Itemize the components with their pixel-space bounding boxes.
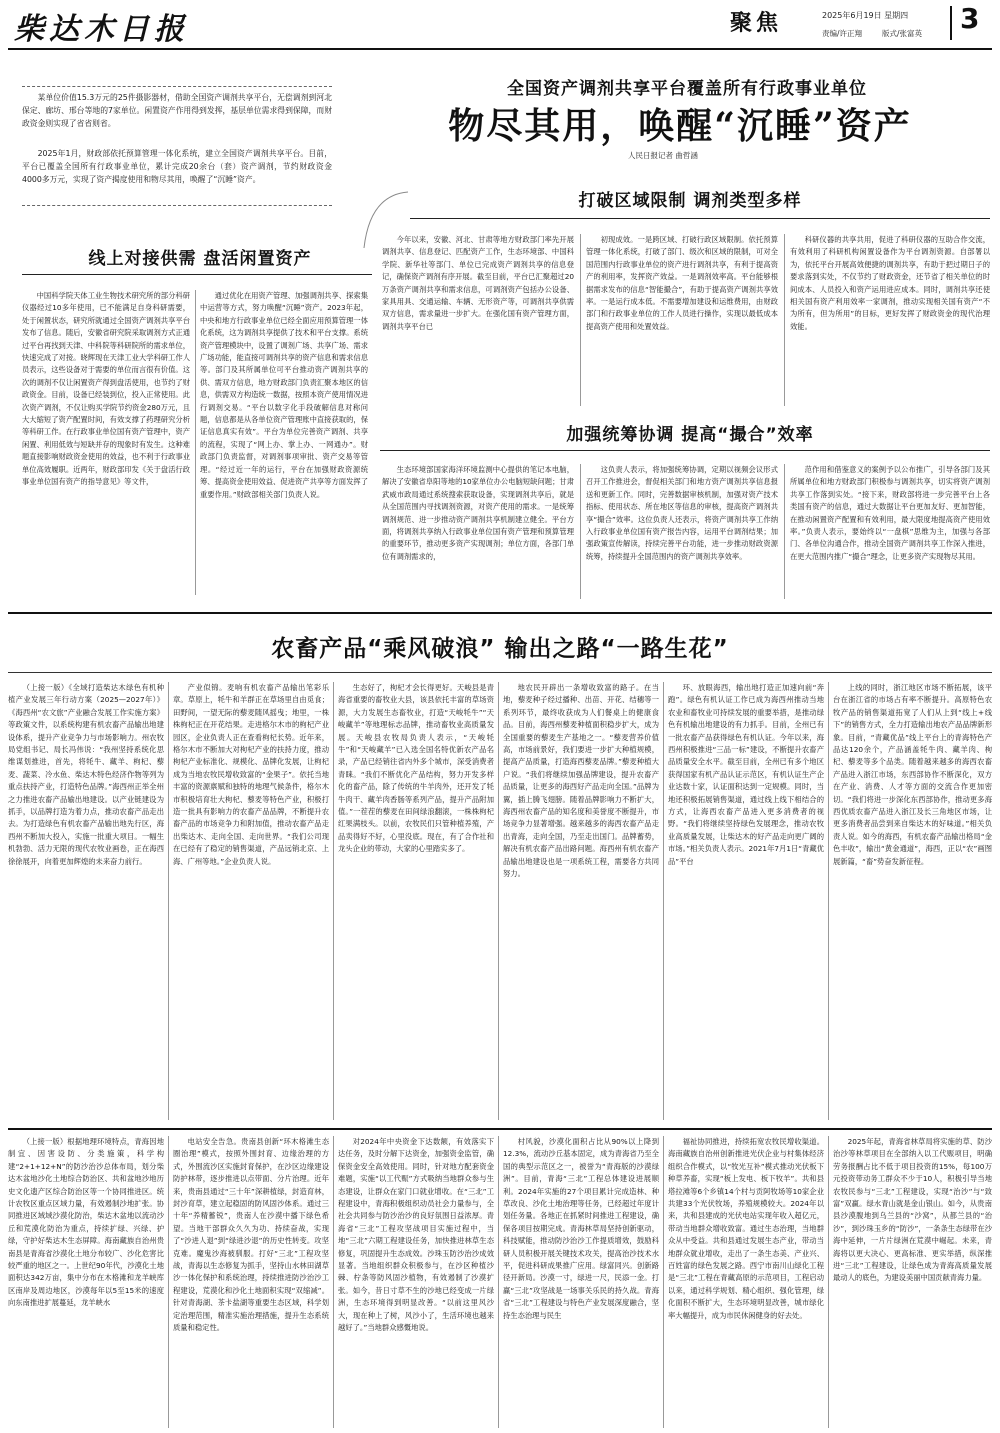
section-1-title: 线上对接供需 盘活闲置资产 bbox=[88, 249, 312, 269]
lead-headline: 物尽其用，唤醒“沉睡”资产 bbox=[448, 105, 912, 147]
page-number: 3 bbox=[960, 2, 980, 35]
third-story-column-6: 2025年起，青海省林草局将实施的草、防沙治沙等林草项目在全部纳入以工代赈项目，明确劳务报酬占比不低于项目投资的15%，每100万元投资带动务工群众不少于10人，积极引导当地农牧民参与“三北”工程建设，实现“治沙”与“致富”双赢。绿水青山就是金山银山。如今，从贵南县沙漠腹地到乌兰县的“沙窝”，从都兰县的“治沙”，到沙珠玉乡的“防沙”，一条条生态绿带在沙海中延伸，一片片绿洲在荒漠中崛起。未来，青海将以更大决心、更高标准、更实举措，纵深推进“三北”工程建设，让绿色成为青海高质量发展最动人的底色，为建设美丽中国贡献青海力量。 bbox=[833, 1137, 992, 1283]
column-divider bbox=[195, 290, 196, 595]
section-2-column-1: 今年以来，安徽、河北、甘肃等地方财政部门率先开展调剂共享、信息登记、匹配资产工作，生态环境部、中国科学院、新华社等部门、单位已完成资产调剂共享的信息登记，确保资产调剂有序开展。截至目前，平台已汇聚超过20万条资产调剂共享和需求信息，可调剂资产包括办公设备、家具用具、交通运输、车辆、无形资产等，可调剂共享供需双方信息，需求量进一步扩大。在强化国有资产管理方面，调剂共享平台已 bbox=[382, 235, 574, 331]
second-story-headline: 农畜产品“乘风破浪” 输出之路“一路生花” bbox=[271, 636, 729, 662]
second-story-rule bbox=[8, 672, 992, 673]
second-story-column-5: 环、放眼海西，输出地打造正加速向前“奔跑”。绿色有机认证工作已成为海西州推动当地农业和畜牧业可持续发展的重要举措，是推动绿色有机输出地建设的有力抓手。目前，全州已有一批农畜产品获得绿色有机认证。今年以来，海西州积极推进“三品一标”建设，不断提升农畜产品质量安全水平。截至目前，全州已有多个地区获得国家有机产品认证示范区，有机认证生产企业达数十家，认证面积达到一定规模。同时，当地还积极拓展销售渠道，通过线上线下相结合的方式，让海西农畜产品进入更多消费者的视野。“我们将继续坚持绿色发展理念，推动农牧业高质量发展，让柴达木的好产品走向更广阔的市场。”相关负责人表示。2021年7月1日“青藏优品”平台 bbox=[668, 683, 824, 866]
section-label: 聚焦 bbox=[730, 11, 783, 36]
section-1-column-1: 中国科学院天体工业生物技术研究所的部分科研仪器经过10多年使用，已不能满足自身科研需要，处于闲置状态，研究所就通过全国资产调剂共享平台发布了信息。随后，安徽省研究院采取调剂方式正通过平台再找到天津、中科院等科研院所的需求单位，快速完成了对接。晓辉现在天津工业大学科研工作人员表示，这些设备对于需要的单位而言很有价值。这次的调剂不仅让闲置资产得到盘活使用，也节约了财政资金。目前，设备已经装到位，投入正常使用。此次资产调剂，不仅让购买学院节约资金280万元，且大大缩短了资产配置时间，有效支撑了药理研究分析等科研工作。在行政事业单位国有资产管理中，资产闲置、利用低效与短缺并存的现象时有发生。这种难题直接影响财政资金使用的效益，也不利于行政事业单位高效履职。近两年，财政部印发《关于盘活行政事业单位国有资产的指导意见》等文件， bbox=[22, 291, 190, 487]
column-divider bbox=[828, 682, 829, 1120]
column-divider bbox=[580, 464, 581, 599]
masthead-divider bbox=[950, 6, 952, 40]
second-story-column-3: 生态好了，枸杞才会长得更好。天峻县是青海省重要的畜牧业大县，该县依托丰富的草场资源，大力发展生态畜牧业，打造“天峻牦牛”“天峻藏羊”等地理标志品牌，推动畜牧业高质量发展。天峻县农牧局负责人表示，“天峻牦牛”和“天峻藏羊”已入选全国名特优新农产品名录，产品已经销往省内外多个城市，深受消费者青睐。“我们不断优化产品结构，努力开发多样化的畜产品，除了传统的牛羊肉外，还开发了牦牛肉干、藏羊肉香肠等系列产品，提升产品附加值。”一茬茬的藜麦在田间绿浪翻滚，一株株枸杞红果满枝头。以前，农牧民们只管种植养殖，产品卖得好不好，心里没底。现在，有了合作社和龙头企业的带动，大家的心里踏实多了。 bbox=[338, 683, 494, 854]
column-divider bbox=[784, 464, 785, 599]
section-2-rule bbox=[410, 218, 990, 219]
second-story-column-1: （上接一版）《全域打造柴达木绿色有机种植产业发展三年行动方案（2025—2027年）》《海西州“农文旅”产业融合发展工作实施方案》等政策文件，以系统构建有机农畜产品输出地建设体系，提升产业竞争力与市场影响力。州农牧局党组书记、局长冯伟说：“我州坚持系统化思维谋划推进，首先，将牦牛、藏羊、枸杞、藜麦、蔬菜、冷水鱼、柴达木特色经济作物等列为重点扶持产业，打造特色品牌。”海西州正举全州之力推进农畜产品输出地建设。以产业链建设为抓手，以品牌打造为着力点，推动农畜产品走出去。为打造绿色有机农畜产品输出地先行区，海西州不断加大投入，实施一批重大项目。一幅生机勃勃、活力无限的现代农牧业画卷，正在海西徐徐展开，向着更加辉煌的未来奋力前行。 bbox=[8, 683, 164, 866]
third-story-column-3: 对2024年中央资金下达数额，有效落实下达任务，及时分解下达资金，加强资金监管，确保资金安全高效使用。同时，针对地方配套资金难题，实施“以工代赈”方式吸纳当地群众参与生态建设，让群众在家门口就业增收。在“三北”工程建设中，青海积极组织动员社会力量参与，全社会共同参与防沙治沙的良好氛围日益浓厚。青海省“三北”工程攻坚战项目实施过程中，当地“三北”六期工程建设任务，加快推进林草生态修复，巩固提升生态成效。沙珠玉防沙治沙成效显著。当地组织群众积极参与，在沙区种植沙棘、柠条等防风固沙植物，有效遏制了沙漠扩张。如今，昔日寸草不生的沙地已经变成一片绿洲，生态环境得到明显改善。“以前这里风沙大，现在种上了树，风沙小了，生活环境也越来越好了。”当地群众感慨地说。 bbox=[338, 1137, 494, 1333]
masthead-rule bbox=[8, 48, 992, 50]
column-divider bbox=[663, 1136, 664, 1428]
story-divider bbox=[8, 1128, 992, 1130]
section-1-rule bbox=[22, 274, 372, 275]
issue-date: 2025年6月19日 星期四 bbox=[822, 11, 909, 20]
section-3-column-1: 生态环境部国家海洋环境监测中心提供的笔记本电脑，解决了安徽省阜阳等地的10家单位办公电脑短缺问题；甘肃武威市政局通过系统搜索获取设备，实现调剂共享后，就是从全国范围内寻找调剂资源，对资产使用的需求。一是统筹调剂规范、进一步推动资产调剂共享机制建立健全。平台方面，将调剂共享纳入行政事业单位国有资产管理和预算管理的重要环节，推动更多资产实现调剂；单位方面，各部门单位有调剂需求的， bbox=[382, 465, 574, 561]
section-3-column-2: 这负责人表示，将加强统筹协调，定期以视频会议形式召开工作推进会，督促相关部门和地方资产调剂共享信息报送和更新工作。同时，完善数据审核机制，加强对资产技术指标、使用状态、所在地区等信息的审核，提高资产调剂共享“撮合”效率。这位负责人还表示，将资产调剂共享工作纳入行政事业单位国有资产报告内容，运用平台调剂结果；加强政策宣传解读，持续完善平台功能，进一步推动财政资源统筹，持续提升全国范围内的资产调剂共享效率。 bbox=[586, 465, 778, 561]
section-2-title: 打破区域限制 调剂类型多样 bbox=[578, 191, 802, 211]
designer-credit: 版式/张富英 bbox=[882, 29, 923, 38]
editor-credit: 责编/许正翔 bbox=[822, 29, 863, 38]
lead-summary-box bbox=[22, 86, 332, 206]
lead-summary-para-2: 2025年1月，财政部依托预算管理一体化系统，建立全国资产调剂共享平台。目前，平台已覆盖全国所有行政事业单位，累计完成20余台（套）资产调剂，节约财政资金4000多万元，实现了资产揭度使用和物尽其用，唤醒了“沉睡”资产。 bbox=[22, 149, 332, 184]
column-divider bbox=[580, 234, 581, 406]
section-1-column-2: 通过优化在用资产管理、加强调剂共享、探索集中运营等方式，努力唤醒“沉睡”资产。2023年起，中央和地方行政事业单位已经全面应用预算管理一体化系统，这为调剂共享提供了技术和平台支撑。系统资产管理模块中，设置了调剂广场、共享广场、需求广场功能，能直接可调剂共享的资产信息和需求信息等。部门及其所属单位可平台推动资产调剂共享的供、需双方信息，地方财政部门负责汇聚本地区的信息，供需双方构造统一数据，按照本资产使用情况进行调剂交易。“平台以数字化手段破解信息对称问题，信息都是从各单位资产管理账中直接获取的，保证信息真实有效”。平台为单位完善资产调剂、共享的流程，实现了“网上办、掌上办、一网通办”。财政部门负责监督，对调剂事项审批、资产交易等管理。“经过近一年的运行，平台在加强财政资源统筹、提高资金使用效益、促进资产共享等方面发挥了重要作用。”财政部相关部门负责人说。 bbox=[200, 291, 368, 499]
paper-name-logo: 柴达木日报 bbox=[14, 12, 189, 47]
section-2-column-2: 初现成效。一是跨区域、打破行政区域限制。依托预算管理一体化系统，打破了部门、级次和区域的限制，可对全国范围内行政事业单位的资产进行调剂共享，有利于提高资产的利用率，发挥资产效益。一是调剂效率高。平台能够根据需求发布的信息“智能撮合”，有助于提高资产调剂共享效率。一是运行成本低。不需要增加建设和运维费用，由财政部门和行政事业单位的工作人员进行操作，实现以最低成本提高资产使用和处置效益。 bbox=[586, 235, 778, 331]
section-3-title: 加强统筹协调 提高“撮合”效率 bbox=[566, 425, 814, 445]
story-divider bbox=[8, 612, 992, 614]
masthead bbox=[0, 0, 1000, 50]
lead-byline: 人民日报记者 曲哲涵 bbox=[628, 151, 698, 160]
second-story-column-6: 上线的同时，浙江地区市场不断拓展，该平台在浙江省的市场占有率不断提升。高原特色农牧产品的销售渠道拓宽了人们从上到“线上+线下”的销售方式，全力打造输出地农产品品牌新形象。目前，“青藏优品”线上平台上的青海特色产品达120余个，产品涵盖牦牛肉、藏羊肉、枸杞、藜麦等多个品类。随着越来越多的海西农畜产品进入浙江市场，东西部协作不断深化，双方在产业、消费、人才等方面的交流合作更加密切。“我们将进一步深化东西部协作，推动更多海西优质农畜产品进入浙江及长三角地区市场，让更多消费者品尝到来自柴达木的好味道。”相关负责人说。如今的海西，有机农畜产品输出格局“金色丰收”，输出“黄金通道”，海西，正以“农”画图展新篇，“畜”势奋发新征程。 bbox=[833, 683, 992, 866]
section-2-column-3: 科研仪器的共享共用，促进了科研仪器的互助合作交流，有效利用了科研机构闲置设备作为平台调剂资源。自部署以为，依托平台开展高效便捷的调剂共享，有助于把过期日子的要求落到实处，不仅节约了财政资金，还节省了相关单位的时间成本、人员投入和资产运用进应成本。同时，调剂共享还使相关国有资产利用效率一家调剂，推动实现相关国有资产“不为所有，但为所用”的目标，更好发挥了财政资金的现代治理效能。 bbox=[790, 235, 990, 331]
column-divider bbox=[663, 682, 664, 1120]
second-story-column-4: 地农民开辟出一条增收致富的路子。在当地，藜麦种子经过播种、出苗、开花、结穗等一系列环节，最终收获成为人们餐桌上的健康食品。目前，海西州藜麦种植面积稳步扩大，成为全国重要的藜麦生产基地之一。“藜麦营养价值高，市场前景好，我们要进一步扩大种植规模，提高产品质量，打造海西藜麦品牌。”藜麦种植大户说。“我们将继续加强品牌建设，提升农畜产品质量，让更多的海西好产品走向全国。”品牌为翼，插上腾飞翅膀。随着品牌影响力不断扩大，海西州农畜产品的知名度和美誉度不断提升，市场竞争力显著增强。越来越多的海西农畜产品走出青海，走向全国，乃至走出国门。品牌蓄势，解决有机农畜产品出路问题。海西州有机农畜产品输出地建设也是一项系统工程，需要各方共同努力。 bbox=[503, 683, 659, 879]
lead-kicker: 全国资产调剂共享平台覆盖所有行政事业单位 bbox=[507, 79, 867, 99]
column-divider bbox=[333, 682, 334, 1120]
column-divider bbox=[498, 1136, 499, 1428]
third-story-column-1: （上接一版）根据地理环境特点，青海因地制宜、因害设防、分类施策，科学构建“2+1+12+N”的防沙治沙总体布局，划分柴达木盆地沙化土地综合防治区、共和盆地沙地历史文化遗产区综合防治区等一个协同推进区。统计农牧区重点区域力量，有效遏制沙地扩张。协同推进区域域沙漠化防治，柴达木盆地以流动沙丘和荒漠化防治为重点，持续扩绿、兴绿、护绿，守护好柴达木生态屏障。海南藏族自治州贵南县是青海省沙漠化土地分布较广、沙化危害比较严重的地区之一。上世纪90年代，沙漠化土地面积达342万亩，集中分布在木格滩和龙羊峡库区南岸及周边地区，沙漠每年以5至15米的速度向东南推进扩展蔓延，龙羊峡水 bbox=[8, 1137, 164, 1308]
section-3-rule bbox=[380, 450, 990, 451]
third-story-column-2: 电站安全告急。贵南县创新“环木格滩生态圈治理”模式，按照外围封育、边缘治理的方式，外围流沙区实施封育保护，在沙区边缘建设防护林带，逐步推进以点带面、分片治理。近年来，贵南县通过“三十年”深耕植绿，封造育林，封沙育草，建立起稳固的防风固沙体系。通过三十年“养精蓄锐”，贵南人在沙漠中播下绿色希望。当地干部群众久久为功、持续奋战，实现了“沙进人退”到“绿进沙退”的历史性转变。攻坚克难。魔鬼沙海被驯服。打好“三北”工程攻坚战，青海以生态修复为抓手，坚持山水林田湖草沙一体化保护和系统治理，持续推进防沙治沙工程建设，荒漠化和沙化土地面积实现“双缩减”。针对青海湖、茶卡盐湖等重要生态区域，科学划定治理范围，精准实施治理措施，提升生态系统质量和稳定性。 bbox=[173, 1137, 329, 1333]
section-3-column-3: 范作用和借鉴意义的案例予以公布推广，引导各部门及其所属单位和地方财政部门积极参与调剂共享，切实将资产调剂共享工作落到实处。“接下来，财政部将进一步完善平台上各类国有资产的信息，通过大数据让平台更加友好、更加智能，在推动闲置资产配置和有效利用，最大限度地提高资产使用效率。”负责人表示，要始终以“一盘棋”思维为主，加强与各部门、各单位沟通合作，推动全国资产调剂共享工作深入推进，在更大范围内推广“撮合”理念，让更多资产实现物尽其用。 bbox=[790, 465, 990, 561]
column-divider bbox=[498, 682, 499, 1120]
column-divider bbox=[168, 1136, 169, 1428]
column-divider bbox=[168, 682, 169, 1120]
column-divider bbox=[784, 234, 785, 406]
third-story-column-5: 福祉协同推进，持续拓宽农牧民增收渠道。海南藏族自治州创新推进光伏企业与村集体经济组织合作模式，以“牧光互补”模式推动光伏板下种草养畜，实现“板上发电、板下牧羊”。共和县塔拉滩等6个乡镇14个村与贡阿牧场等10家企业共建33个光伏牧场，养殖规模较大。2024年以来，共和县建成的光伏电站实现年收入超亿元，带动当地群众增收致富。通过生态治理，当地群众从中受益。共和县通过发展生态产业，带动当地群众就业增收，走出了一条生态美、产业兴、百姓富的绿色发展之路。西宁市南川山绿化工程是“三北”工程在青藏高原的示范项目，工程启动以来，通过科学规划、精心组织、强化管理，绿化面积不断扩大，生态环境明显改善，城市绿化率大幅提升，成为市民休闲健身的好去处。 bbox=[668, 1137, 824, 1320]
second-story-column-2: 产业似锦。麦响有机农畜产品输出笔彩乐章。草原上，牦牛和羊群正在草场里自由觅食；田野间，一望无际的藜麦随风摇曳；地里，一株株枸杞正在开花结果。走进格尔木市的枸杞产业园区，企业负责人正在查看枸杞长势。近年来，格尔木市不断加大对枸杞产业的扶持力度，推动枸杞产业标准化、规模化、品牌化发展，让枸杞成为当地农牧民增收致富的“金果子”。依托当地丰富的资源禀赋和独特的地理气候条件，格尔木市积极培育壮大枸杞、藜麦等特色产业，积极打造一批具有影响力的农畜产品品牌，不断提升农畜产品的市场竞争力和附加值，推动农畜产品走出柴达木、走向全国、走向世界。“我们公司现在已经有了稳定的销售渠道，产品远销北京、上海、广州等地。”企业负责人说。 bbox=[173, 683, 329, 866]
third-story-column-4: 村风貌，沙漠化面积占比从90%以上降到12.3%，流动沙丘基本固定，成为青海省乃至全国的典型示范区之一，被誉为“青海版的沙漠绿洲”。目前，青海“三北”工程总体建设进展顺利。2024年实施的27个项目累计完成造林、种草改良、沙化土地治理等任务，已经超过年度计划任务量。各地正在抓紧时间推进工程建设，确保各项目按期完成。青海林草局坚持创新驱动，科技赋能，推动防沙治沙工作提质增效，鼓励科研人员积极开展关键技术攻关，提高治沙技术水平，促进科研成果推广应用。绿富同兴。创新路径开新局。沙漠一寸，绿进一尺，民添一金。打赢“三北”攻坚战是一场事关乐民的持久战。青海省“三北”工程建设与特色产业发展深度融合，坚持生态治理与民生 bbox=[503, 1137, 659, 1320]
column-divider bbox=[333, 1136, 334, 1428]
lead-summary-para-1: 某单位价值15.3万元的25件摄影器材，借助全国资产调剂共享平台，无偿调剂到河北保定、廊坊、邢台等地的7家单位。闲置资产作用得到发挥，基层单位需求得到保障，而财政资金则实现了省省则省。 bbox=[22, 93, 332, 128]
column-divider bbox=[828, 1136, 829, 1428]
